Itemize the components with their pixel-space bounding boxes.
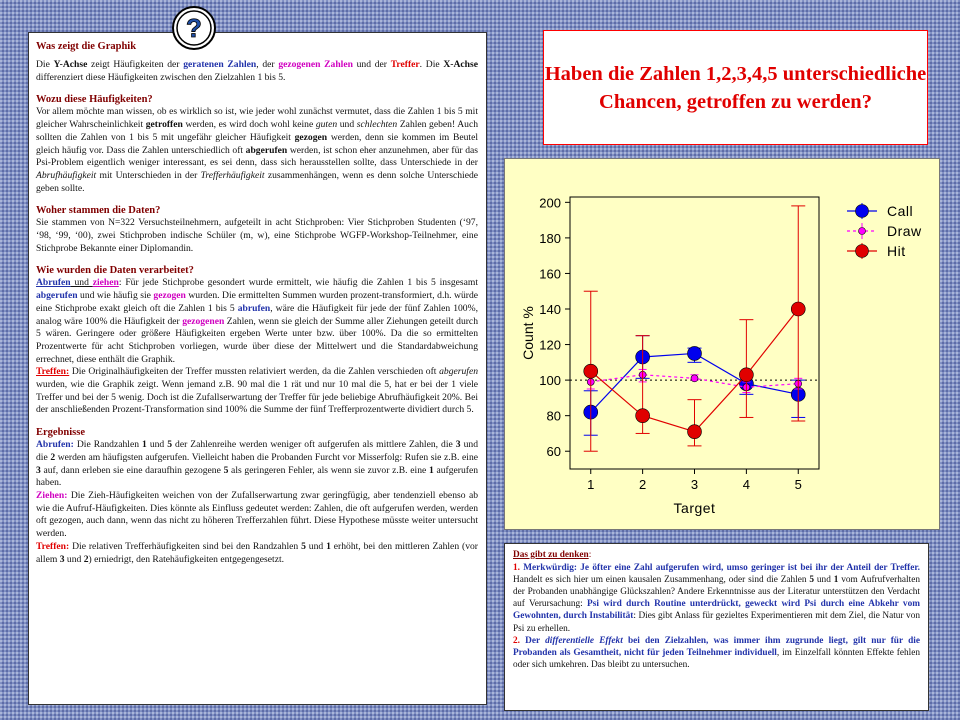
- y-tick-label: 80: [546, 408, 561, 424]
- chart: [505, 159, 939, 529]
- legend-label: Hit: [887, 243, 906, 259]
- legend-label: Draw: [887, 223, 922, 239]
- section-text-source: Sie stammen von N=322 Versuchsteilnehmern, aufgeteilt in acht Stichproben: Vier Stichproben Studenten (‘97, ‘98, ‘99, ‘00), zwei Stichproben indische Schüler (m, w), eine Stichprobe WGFP-Workshop-Teilnehmer, eine Stichprobe Bekannte einer Diplomandin.: [36, 217, 478, 254]
- conclusion-title: Das gibt zu denken:: [513, 550, 592, 560]
- y-tick-label: 120: [539, 337, 561, 353]
- section-title-graphic: Was zeigt die Graphik: [36, 41, 137, 52]
- data-point: [691, 375, 698, 382]
- data-point: [791, 302, 805, 316]
- help-question-icon[interactable]: [171, 5, 217, 51]
- x-tick-label: 2: [639, 477, 647, 492]
- section-text-graphic: Die Y-Achse zeigt Häufigkeiten der geratenen Zahlen, der gezogenen Zahlen und der Treffer. Die X-Achse differenziert diese Häufigkeiten zwischen den Zielzahlen 1 bis 5.: [36, 59, 478, 83]
- series-hit: [584, 206, 806, 451]
- chart-panel: [504, 158, 940, 530]
- data-point: [688, 346, 702, 360]
- data-point: [584, 364, 598, 378]
- data-point: [688, 425, 702, 439]
- conclusion-point-1: 1. Merkwürdig: Je öfter eine Zahl aufgerufen wird, umso geringer ist bei ihr der Anteil der Treffer. Handelt es sich hier um einen kausalen Zusammenhang, oder sind die Zahlen 5 und 1 vom Aufrufverhalten der Probanden unabhängige Glückszahlen? Andere Erkenntnisse aus der Literatur unterstützen den Verdacht auf Verursachung: Psi wird durch Routine unterdrückt, geweckt wird Psi durch eine Abkehr vom Gewohnten, durch Instabilität: Dies gibt Anlass für gezieltes Experimentieren mit dem Ziel, die Natur von Psi zu erhellen.: [513, 563, 921, 634]
- y-tick-label: 160: [539, 266, 561, 282]
- section-text-results: Abrufen: Die Randzahlen 1 und 5 der Zahlenreihe werden weniger oft aufgerufen als mittlere Zahlen, die 3 und die 2 werden am häufigsten aufgerufen. Vielleicht haben die Probanden Furcht vor Misserfolg: Rufen sie z.B. eine 3 auf, dann erleben sie eine daraufhin gezogene 5 als geringeren Fehler, als wenn sie zuvor z.B. eine 1 aufgerufen haben. Ziehen: Die Zieh-Häufigkeiten weichen von der Zufallserwartung zwar geringfügig, aber tendenziell ebenso ab wie die Aufruf-Häufigkeiten. Dies könnte als Einfluss gedeutet werden: Zahlen, die oft aufgerufen werden, werden oft gezogen, auch dann, wenn das nicht zu höheren Trefferzahlen führt. Diese Hypothese müsste weiter untersucht werden. Treffen: Die relativen Trefferhäufigkeiten sind bei den Randzahlen 5 und 1 erhöht, bei den mittleren Zahlen (vor allem 3 und 2) erniedrigt, den Ratehäufigkeiten entgegengesetzt.: [36, 439, 478, 565]
- section-text-processing: Abrufen und ziehen: Für jede Stichprobe gesondert wurde ermittelt, wie häufig die Zahlen 1 bis 5 insgesamt abgerufen und wie häufig sie gezogen wurden. Die ermittelten Summen wurden prozent-transformiert, d.h. würde eine Stichprobe exakt gleich oft die Zahlen 1 bis 5 abrufen, wäre die Häufigkeit für jede der fünf Zahlen 100%, analog wäre 100% die Häufigkeit der gezogenen Zahlen, wenn sie gleich der Summe aller Ziehungen geteilt durch 5 wären. Geringere oder größere Häufigkeiten ergeben Werte unter bzw. über 100%. Da die so ermittelten Prozentwerte für acht Stichproben vorliegen, wurde über diese der Mittelwert und die Standardabweichung errechnet, diese enthält die Graphik. Treffen: Die Originalhäufigkeiten der Treffer mussten relativiert werden, da die Zahlen verschieden oft abgerufen wurden, wie die Graphik zeigt. Wenn jemand z.B. 90 mal die 1 rät und nur 10 mal die 5, hat er bei der 1 viele Treffer und bei der 5 wenig. Doch ist die Zufallserwartung der Treffer für jede beliebige Abrufhäufigkeit 20%. Bei der anschließenden Prozent-Transformation sind 100% die Summe der fünf Trefferprozentwerte dividiert durch 5.: [36, 277, 478, 416]
- x-tick-label: 4: [742, 477, 750, 492]
- x-tick-label: 1: [587, 477, 595, 492]
- section-title-source: Woher stammen die Daten?: [36, 205, 161, 217]
- section-title-processing: Wie wurden die Daten verarbeitet?: [36, 265, 194, 277]
- x-tick-label: 3: [690, 477, 699, 492]
- y-tick-label: 60: [546, 444, 561, 460]
- section-title-results: Ergebnisse: [36, 427, 86, 439]
- legend-label: Call: [887, 203, 914, 219]
- legend-marker: [856, 205, 869, 218]
- page-title: Haben die Zahlen 1,2,3,4,5 unterschiedliche Chancen, getroffen zu werden?: [544, 62, 927, 113]
- section-text-why: Vor allem möchte man wissen, ob es wirklich so ist, wie jeder wohl zunächst vermutet, dass die Zahlen 1 bis 5 mit gleicher Wahrscheinlichkeit getroffen werden, es wird doch wohl keine guten und schlechten Zahlen geben! Auch sollten die Zahlen von 1 bis 5 mit ungefähr gleicher Häufigkeit gezogen werden, denn sie kommen im Beutel gleich häufig vor. Dass die Zahlen unterschiedlich oft abgerufen werden, ist schon eher anzunehmen, aber für das Psi-Problem eigentlich weniger interessant, es sei denn, dass sich herausstellen sollte, dass Unterschiede in der Abrufhäufigkeit mit Unterschieden in der Trefferhäufigkeit zusammenhängen, wenn es denn solche Unterschiede geben sollte.: [36, 106, 479, 194]
- data-point: [739, 368, 753, 382]
- y-tick-label: 180: [539, 230, 561, 246]
- y-tick-label: 200: [539, 195, 561, 211]
- y-axis-label: Count %: [520, 306, 536, 360]
- y-tick-label: 100: [539, 373, 561, 389]
- data-point: [636, 409, 650, 423]
- x-axis-label: Target: [673, 500, 716, 516]
- explanation-panel: [28, 32, 487, 705]
- legend-marker: [859, 228, 866, 235]
- y-tick-label: 140: [539, 302, 561, 317]
- legend-marker: [856, 245, 869, 258]
- x-tick-label: 5: [794, 477, 802, 492]
- section-title-why: Wozu diese Häufigkeiten?: [36, 94, 153, 106]
- conclusion-panel: [504, 543, 929, 711]
- conclusion-point-2: 2. Der differentielle Effekt bei den Zielzahlen, was immer ihm zugrunde liegt, gilt nur für die Probanden als Gesamtheit, nicht für jeden Teilnehmer individuell, im Einzelfall könnten Effekte fehlen oder sich umkehren. Das bleibt zu untersuchen.: [513, 635, 920, 670]
- svg-text:?: ?: [186, 13, 202, 43]
- title-box: [543, 30, 928, 145]
